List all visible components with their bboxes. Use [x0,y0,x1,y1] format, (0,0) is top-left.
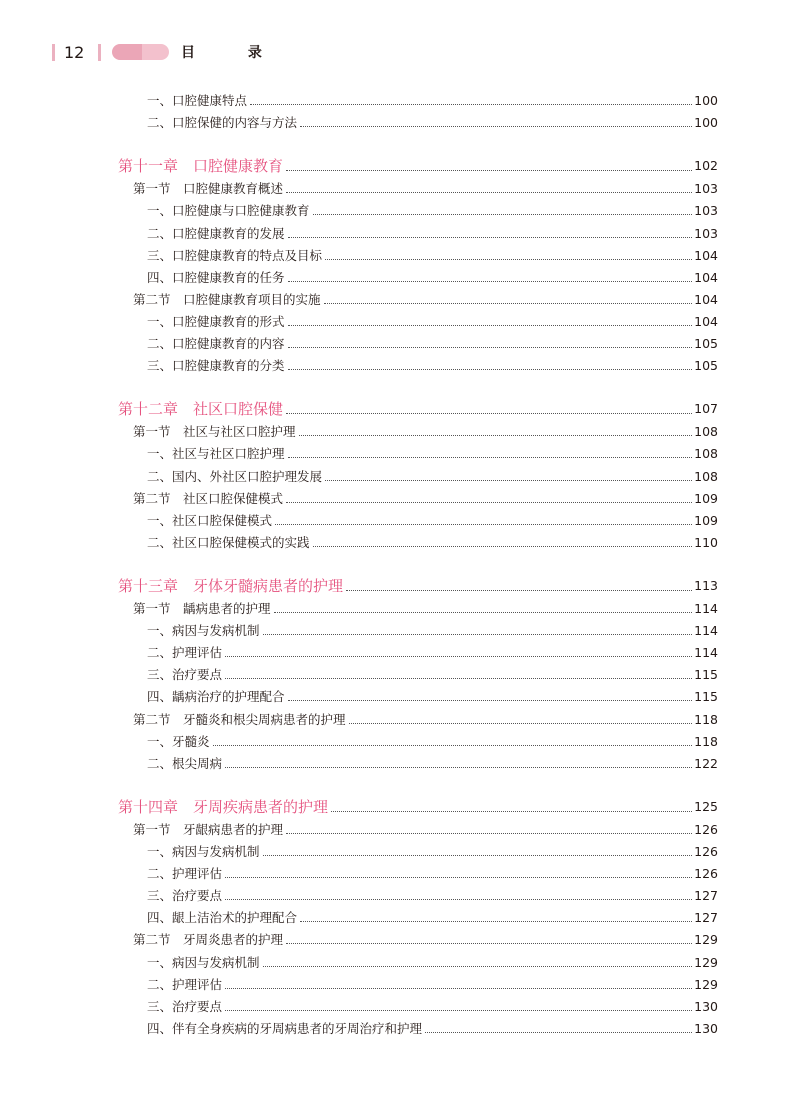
dot-leader [250,104,692,105]
toc-page-number: 100 [694,93,718,108]
dot-leader [225,1010,692,1011]
toc-entry-title: 第二节 牙周炎患者的护理 [133,932,284,948]
toc-entry-title: 三、治疗要点 [147,667,223,683]
toc-entry-title: 一、病因与发病机制 [147,623,260,639]
toc-entry-title: 第十一章 口腔健康教育 [118,157,284,176]
toc-item-row [147,643,718,663]
dot-leader [299,435,693,436]
toc-page-number: 110 [694,534,718,550]
toc-page-number: 126 [694,844,718,859]
toc-item-row [147,246,718,266]
dot-leader [286,502,692,503]
dot-leader [324,303,693,304]
dot-leader [263,966,693,967]
toc-entry-title: 第二节 口腔健康教育项目的实施 [133,291,321,307]
dot-leader [286,943,692,944]
toc-item-row [147,908,718,928]
dot-leader [286,192,692,193]
toc-item-row [147,842,718,862]
toc-page-number: 122 [694,755,718,771]
toc-page-number: 129 [694,954,718,970]
toc-page-number: 108 [694,468,718,484]
toc-section-row [133,820,718,840]
toc-item-row [147,511,718,531]
dot-leader [275,524,692,525]
toc-page-number: 102 [694,158,718,174]
toc-entry-title: 三、治疗要点 [147,888,223,904]
toc-item-row [147,975,718,995]
toc-page-number: 118 [694,733,718,749]
toc-item-row [147,621,718,641]
toc-entry-title: 三、治疗要点 [147,998,223,1014]
toc-entry-title: 二、根尖周病 [147,755,223,771]
toc-entry-title: 一、口腔健康与口腔健康教育 [147,203,310,219]
toc-page-number: 100 [694,115,718,131]
toc-item-row [147,467,718,487]
toc-item-row [147,113,718,133]
toc-item-row [147,1019,718,1039]
toc-section-row [133,599,718,619]
dot-leader [274,612,693,613]
toc-page-number: 129 [694,932,718,948]
dot-leader [349,723,693,724]
header-title: 目 录 [181,45,286,61]
toc-item-row [147,356,718,376]
toc-item-row [147,268,718,288]
toc-entry-title: 一、牙髓炎 [147,733,210,749]
toc-page-number: 114 [694,623,718,639]
toc-page-number: 130 [694,1020,718,1036]
dot-leader [288,457,693,458]
toc-section-row [133,930,718,950]
toc-entry-title: 一、社区口腔保健模式 [147,512,273,528]
toc-page-number: 103 [694,225,718,241]
toc-item-row [147,732,718,752]
toc-item-row [147,997,718,1017]
toc-chapter-row [118,398,718,420]
toc-entry-title: 二、护理评估 [147,866,223,882]
dot-leader [286,413,692,414]
toc-item-row [147,224,718,244]
dot-leader [288,700,693,701]
toc-page-number: 105 [694,336,718,351]
toc-page-number: 130 [694,998,718,1014]
toc-item-row [147,444,718,464]
dot-leader [313,546,693,547]
page-header [0,0,800,80]
toc-entry-title: 第二节 社区口腔保健模式 [133,490,284,506]
toc-page-number: 127 [694,910,718,926]
toc-entry-title: 一、口腔健康教育的形式 [147,313,285,329]
header-divider-bar [98,44,101,61]
toc-entry-title: 二、护理评估 [147,645,223,661]
toc-entry-title: 二、国内、外社区口腔护理发展 [147,468,323,484]
dot-leader [286,833,692,834]
toc-entry-title: 四、伴有全身疾病的牙周病患者的牙周治疗和护理 [147,1020,423,1036]
page-number: 12 [64,43,85,62]
toc-entry-title: 第十四章 牙周疾病患者的护理 [118,797,329,816]
toc-page-number: 108 [694,424,718,440]
toc-item-row [147,864,718,884]
toc-entry-title: 四、口腔健康教育的任务 [147,269,285,285]
dot-leader [288,325,693,326]
dot-leader [325,259,692,260]
toc-item-row [147,754,718,774]
toc-page-number: 127 [694,888,718,904]
toc-page-number: 114 [694,645,718,661]
toc-item-row [147,953,718,973]
toc-page-number: 109 [694,490,718,506]
dot-leader [331,811,692,812]
dot-leader [288,281,693,282]
toc-chapter-row [118,155,718,177]
toc-entry-title: 第十三章 牙体牙髓病患者的护理 [118,576,344,595]
toc-entry-title: 二、口腔健康教育的内容 [147,336,285,351]
toc-section-row [133,422,718,442]
toc-entry-title: 二、社区口腔保健模式的实践 [147,534,310,550]
toc-page-number: 104 [694,313,718,329]
dot-leader [288,369,693,370]
toc-item-row [147,334,718,354]
dot-leader [313,214,693,215]
toc-item-row [147,201,718,221]
toc-entry-title: 第一节 牙龈病患者的护理 [133,821,284,837]
toc-section-row [133,179,718,199]
toc-entry-title: 二、护理评估 [147,976,223,992]
toc-item-row [147,312,718,332]
toc-entry-title: 一、病因与发病机制 [147,954,260,970]
dot-leader [225,767,692,768]
toc-entry-title: 一、社区与社区口腔护理 [147,446,285,462]
toc-item-row [147,533,718,553]
toc-page-number: 113 [694,577,718,593]
dot-leader [263,634,693,635]
toc-entry-title: 一、病因与发病机制 [147,844,260,859]
toc-section-row [133,710,718,730]
toc-section-row [133,489,718,509]
toc-page-number: 114 [694,601,718,616]
toc-page-number: 107 [694,401,718,417]
toc-item-row [147,886,718,906]
toc-item-row [147,687,718,707]
dot-leader [425,1032,692,1033]
toc-page-number: 109 [694,512,718,528]
toc-page-number: 118 [694,711,718,727]
toc-entry-title: 一、口腔健康特点 [147,93,248,108]
dot-leader [286,170,692,171]
toc-entry-title: 二、口腔健康教育的发展 [147,225,285,241]
toc-section-row [133,290,718,310]
toc-item-row [147,665,718,685]
header-decoration-pill [112,44,169,60]
dot-leader [300,921,692,922]
toc-page-number: 103 [694,203,718,219]
dot-leader [225,877,692,878]
dot-leader [325,480,692,481]
toc-entry-title: 三、口腔健康教育的分类 [147,358,285,374]
toc-page-number: 115 [694,667,718,683]
dot-leader [225,988,692,989]
toc-page-number: 115 [694,689,718,705]
dot-leader [213,745,693,746]
toc-page-number: 104 [694,269,718,285]
dot-leader [225,656,692,657]
toc-entry-title: 第一节 口腔健康教育概述 [133,181,284,197]
toc-entry-title: 第十二章 社区口腔保健 [118,400,284,419]
toc-entry-title: 第二节 牙髓炎和根尖周病患者的护理 [133,711,346,727]
toc-entry-title: 四、龋病治疗的护理配合 [147,689,285,705]
dot-leader [346,590,692,591]
toc-chapter-row [118,575,718,597]
toc-entry-title: 二、口腔保健的内容与方法 [147,115,298,131]
dot-leader [263,855,693,856]
toc-chapter-row [118,796,718,818]
dot-leader [288,347,693,348]
toc-page-number: 105 [694,358,718,374]
toc-page-number: 104 [694,291,718,307]
toc-entry-title: 四、龈上洁治术的护理配合 [147,910,298,926]
toc-page-number: 108 [694,446,718,462]
toc-page-number: 126 [694,821,718,837]
dot-leader [225,899,692,900]
dot-leader [288,237,693,238]
toc-page-number: 126 [694,866,718,882]
toc-page-number: 103 [694,181,718,197]
toc-entry-title: 第一节 龋病患者的护理 [133,601,271,616]
toc-page-number: 125 [694,798,718,814]
toc-entry-title: 三、口腔健康教育的特点及目标 [147,247,323,263]
toc-page-number: 104 [694,247,718,263]
dot-leader [300,126,692,127]
toc-entry-title: 第一节 社区与社区口腔护理 [133,424,296,440]
header-left-bar [52,44,55,61]
toc-item-row [147,91,718,111]
toc-page-number: 129 [694,976,718,992]
dot-leader [225,678,692,679]
